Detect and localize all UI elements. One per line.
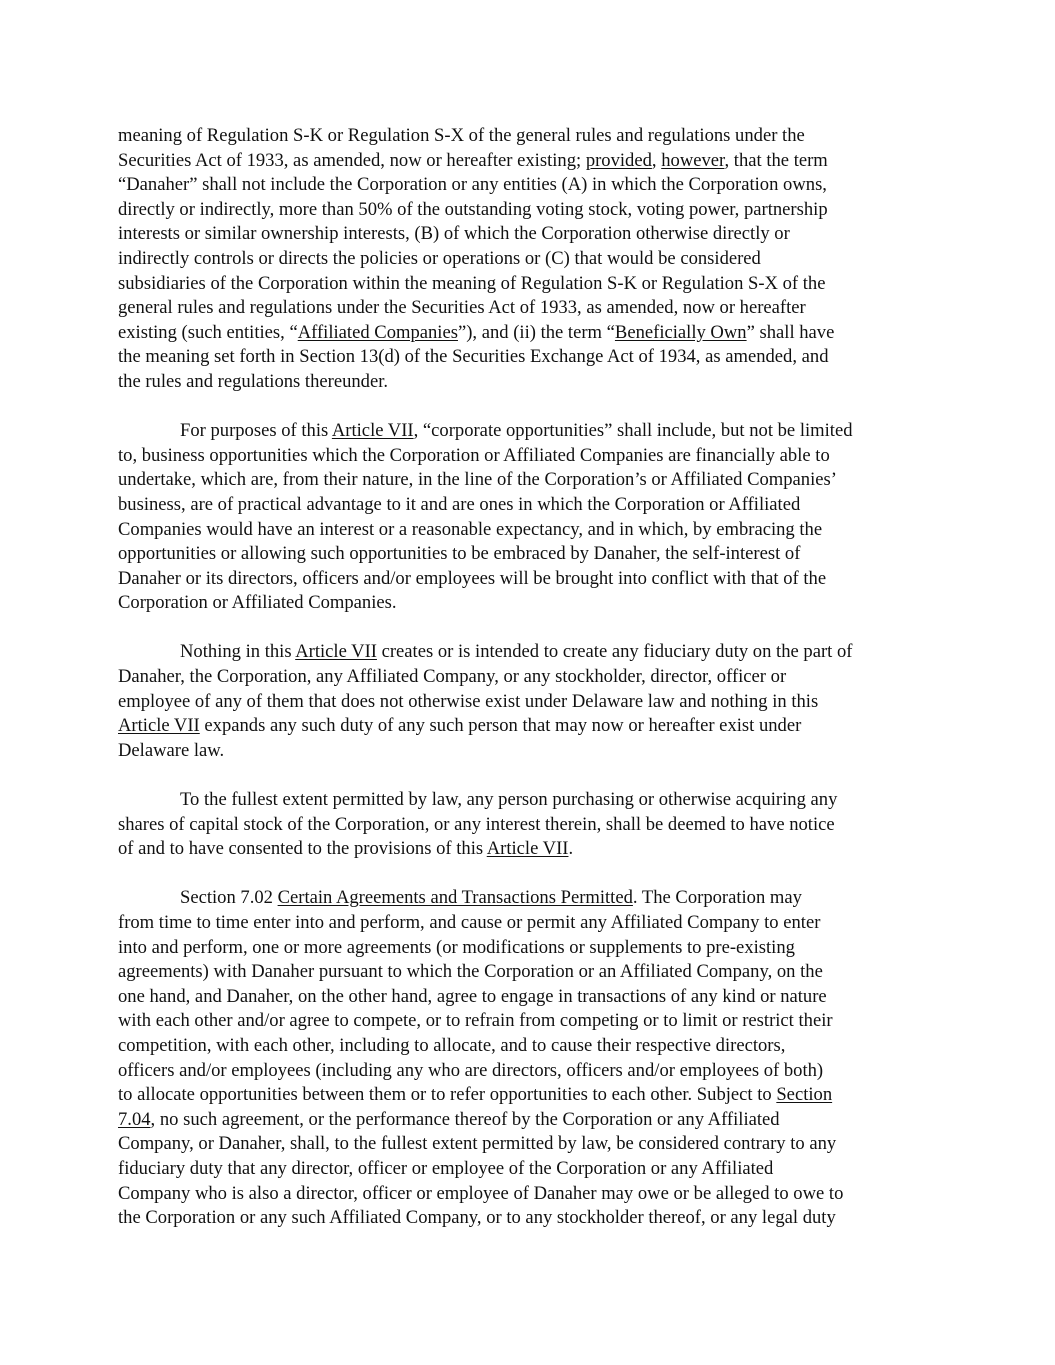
- paragraph-no-fiduciary-duty: [118, 640, 938, 763]
- text-run: competition, with each other, including to allocate, and to cause their respective directors,: [118, 1034, 786, 1056]
- text-run: business, are of practical advantage to it and are ones in which the Corporation or Affiliated: [118, 493, 801, 515]
- text-run: indirectly controls or directs the policies or operations or (C) that would be considered: [118, 247, 761, 269]
- text-line: [118, 1132, 938, 1157]
- text-run: ” shall have: [746, 321, 835, 343]
- underlined-term: Article VII: [486, 838, 569, 860]
- text-line: [118, 370, 938, 395]
- text-run: Danaher or its directors, officers and/or employees will be brought into conflict with that of the: [118, 567, 827, 589]
- text-run: Companies would have an interest or a reasonable expectancy, and in which, by embracing the: [118, 518, 823, 540]
- underlined-term: Article VII: [118, 715, 200, 737]
- text-run: the rules and regulations thereunder.: [118, 370, 389, 392]
- underlined-term: Certain Agreements and Transactions Permitted: [277, 887, 633, 909]
- text-run: employee of any of them that does not otherwise exist under Delaware law and nothing in this: [118, 690, 819, 712]
- text-line: [118, 518, 938, 543]
- text-line: [118, 690, 938, 715]
- underlined-term: 7.04: [118, 1108, 151, 1130]
- text-run: .: [568, 838, 574, 860]
- text-line: [118, 321, 938, 346]
- text-run: To the fullest extent permitted by law, any person purchasing or otherwise acquiring any: [180, 789, 838, 811]
- text-line: [118, 1059, 938, 1084]
- text-run: Nothing in this: [180, 641, 296, 663]
- text-run: to allocate opportunities between them or to refer opportunities to each other. Subject to: [118, 1084, 777, 1106]
- text-line: [118, 985, 938, 1010]
- text-line: [118, 1108, 938, 1133]
- document-page: [118, 124, 938, 1255]
- text-line: [118, 837, 938, 862]
- underlined-term: however: [661, 149, 725, 171]
- text-line: [118, 419, 938, 444]
- text-run: , “corporate opportunities” shall include, but not be limited: [413, 420, 853, 442]
- text-run: Corporation or Affiliated Companies.: [118, 592, 397, 614]
- text-run: from time to time enter into and perform, and cause or permit any Affiliated Company to enter: [118, 912, 821, 933]
- paragraph-corporate-opportunities: [118, 419, 938, 616]
- underlined-term: Article VII: [295, 641, 377, 663]
- text-line: [118, 739, 938, 764]
- text-run: ”), and (ii) the term “: [457, 321, 615, 343]
- text-run: subsidiaries of the Corporation within the meaning of Regulation S-K or Regulation S-X of the: [118, 272, 826, 294]
- text-run: interests or similar ownership interests, (B) of which the Corporation otherwise directly or: [118, 223, 790, 245]
- text-run: fiduciary duty that any director, officer or employee of the Corporation or any Affiliated: [118, 1157, 774, 1179]
- text-line: [118, 1182, 938, 1207]
- text-run: Section 7.02: [180, 887, 278, 909]
- text-line: [118, 788, 938, 813]
- text-run: agreements) with Danaher pursuant to which the Corporation or an Affiliated Company, on the: [118, 961, 823, 983]
- text-line: [118, 468, 938, 493]
- text-run: For purposes of this: [180, 420, 332, 442]
- text-run: of and to have consented to the provisions of this: [118, 838, 487, 860]
- text-run: general rules and regulations under the Securities Act of 1933, as amended, now or hereafter: [118, 297, 806, 319]
- text-run: the Corporation or any such Affiliated Company, or to any stockholder thereof, or any legal duty: [118, 1207, 836, 1229]
- paragraph-definitions-continued: [118, 124, 938, 395]
- text-run: existing (such entities, “: [118, 321, 298, 343]
- text-run: with each other and/or agree to compete, or to refrain from competing or to limit or restrict their: [118, 1010, 833, 1032]
- text-line: [118, 542, 938, 567]
- text-line: [118, 960, 938, 985]
- text-line: [118, 1083, 938, 1108]
- text-run: meaning of Regulation S-K or Regulation S-X of the general rules and regulations under the: [118, 125, 805, 146]
- text-line: [118, 345, 938, 370]
- text-run: . The Corporation may: [632, 887, 802, 909]
- text-line: [118, 149, 938, 174]
- text-run: , no such agreement, or the performance thereof by the Corporation or any Affiliated: [150, 1108, 780, 1130]
- paragraph-section-7-02: [118, 886, 938, 1230]
- text-run: opportunities or allowing such opportunities to be embraced by Danaher, the self-interest of: [118, 543, 801, 565]
- text-line: [118, 640, 938, 665]
- text-run: directly or indirectly, more than 50% of the outstanding voting stock, voting power, partnership: [118, 198, 828, 220]
- text-run: to, business opportunities which the Corporation or Affiliated Companies are financially able to: [118, 444, 830, 466]
- text-line: [118, 936, 938, 961]
- text-line: [118, 222, 938, 247]
- text-line: [118, 124, 938, 149]
- text-line: [118, 813, 938, 838]
- paragraph-deemed-notice: [118, 788, 938, 862]
- text-line: [118, 1034, 938, 1059]
- text-line: [118, 493, 938, 518]
- text-run: one hand, and Danaher, on the other hand, agree to engage in transactions of any kind or nature: [118, 985, 827, 1007]
- text-run: into and perform, one or more agreements (or modifications or supplements to pre-existing: [118, 936, 795, 958]
- text-line: [118, 714, 938, 739]
- text-line: [118, 591, 938, 616]
- text-run: shares of capital stock of the Corporation, or any interest therein, shall be deemed to have notice: [118, 813, 835, 835]
- text-run: expands any such duty of any such person that may now or hereafter exist under: [199, 715, 802, 737]
- text-line: [118, 1009, 938, 1034]
- text-line: [118, 1157, 938, 1182]
- text-line: [118, 1206, 938, 1231]
- underlined-term: Section: [776, 1084, 833, 1106]
- text-line: [118, 665, 938, 690]
- text-line: [118, 173, 938, 198]
- underlined-term: Beneficially Own: [614, 321, 747, 343]
- text-run: ,: [651, 149, 662, 171]
- text-line: [118, 296, 938, 321]
- text-run: Delaware law.: [118, 739, 225, 761]
- text-line: [118, 886, 938, 911]
- text-run: , that the term: [724, 149, 828, 171]
- text-run: the meaning set forth in Section 13(d) of the Securities Exchange Act of 1934, as amended, and: [118, 346, 829, 368]
- text-run: Company, or Danaher, shall, to the fullest extent permitted by law, be considered contrary to any: [118, 1133, 837, 1155]
- text-line: [118, 198, 938, 223]
- text-run: Danaher, the Corporation, any Affiliated Company, or any stockholder, director, officer or: [118, 666, 787, 688]
- text-run: undertake, which are, from their nature, in the line of the Corporation’s or Affiliated Companies’: [118, 469, 837, 491]
- text-line: [118, 444, 938, 469]
- underlined-term: provided: [585, 149, 652, 171]
- underlined-term: Article VII: [331, 420, 414, 442]
- text-line: [118, 272, 938, 297]
- text-run: officers and/or employees (including any who are directors, officers and/or employees of both): [118, 1059, 824, 1081]
- underlined-term: Affiliated Companies: [297, 321, 458, 343]
- text-line: [118, 567, 938, 592]
- text-line: [118, 247, 938, 272]
- text-run: creates or is intended to create any fiduciary duty on the part of: [376, 641, 853, 663]
- text-run: Company who is also a director, officer or employee of Danaher may owe or be alleged to owe to: [118, 1182, 844, 1204]
- text-line: [118, 911, 938, 936]
- text-run: “Danaher” shall not include the Corporation or any entities (A) in which the Corporation owns,: [118, 174, 827, 196]
- text-run: Securities Act of 1933, as amended, now or hereafter existing;: [118, 149, 586, 171]
